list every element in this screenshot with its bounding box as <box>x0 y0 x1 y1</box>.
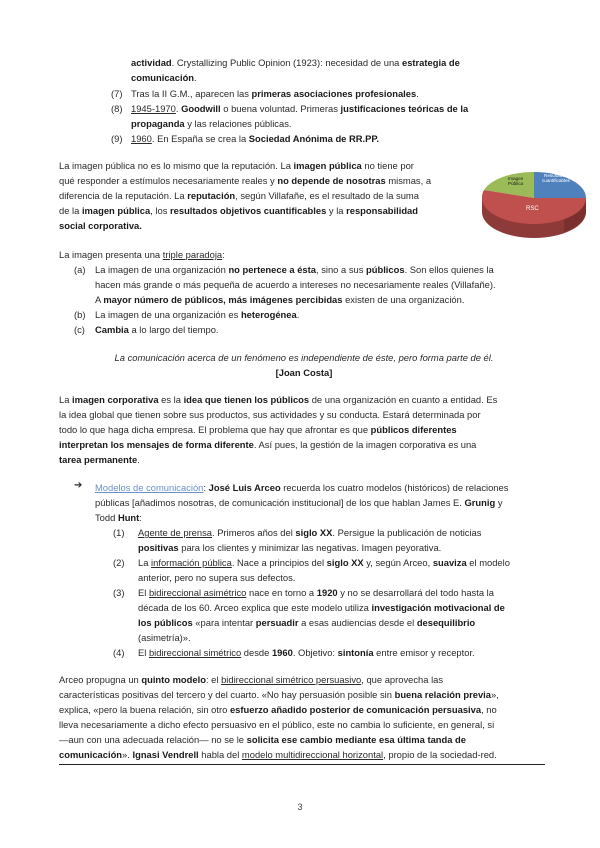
paragraph-line: qué responder a estímulos necesariamente reales y no depende de nosotras mismas, a <box>59 175 432 186</box>
modelo-1-cont: positivas para los clientes y minimizar las negativas. Imagen peyorativa. <box>138 542 442 553</box>
list-letter: (c) <box>74 324 85 335</box>
list-item: 1945-1970. Goodwill o buena voluntad. Primeras justificaciones teóricas de la <box>131 103 469 114</box>
list-number: (1) <box>113 527 125 538</box>
modelo-3-cont: (asimetría)». <box>138 632 191 643</box>
pie-label-imagen: Imagen <box>508 176 524 181</box>
paradoja-item-b: La imagen de una organización es heterogénea. <box>95 309 300 320</box>
paragraph-line: la idea global que tienen sobre sus productos, sus actividades y su conducta. Estará determinada por <box>59 409 481 420</box>
paragraph-line: La imagen corporativa es la idea que tienen los públicos de una organización en cuanto a entidad. Es <box>59 394 498 405</box>
paragraph-line: —aun con una adecuada relación— no se le solicita ese cambio mediante esa última tanda de <box>59 734 466 745</box>
list-number: (9) <box>111 133 123 144</box>
list-number: (4) <box>113 647 125 658</box>
section-divider <box>59 764 545 765</box>
list-item: 1960. En España se crea la Sociedad Anónima de RR.PP. <box>131 133 380 144</box>
modelo-2-cont: anterior, pero no supera sus defectos. <box>138 572 296 583</box>
paragraph-line: comunicación». Ignasi Vendrell habla del modelo multidireccional horizontal, propio de la sociedad-red. <box>59 749 497 760</box>
paragraph-line: explica, «pero la buena relación, sin otro esfuerzo añadido posterior de comunicación persuasiva, no <box>59 704 497 715</box>
quote-author: [Joan Costa] <box>275 367 333 378</box>
arrow-bullet-icon: ➔ <box>74 480 83 491</box>
modelo-2: La información pública. Nace a principios del siglo XX y, según Arceo, suaviza el modelo <box>138 557 510 568</box>
modelo-4: El bidireccional simétrico desde 1960. Objetivo: sintonía entre emisor y receptor. <box>138 647 475 658</box>
paradoja-intro: La imagen presenta una triple paradoja: <box>59 249 225 260</box>
list-number: (3) <box>113 587 125 598</box>
list-item: Tras la II G.M., aparecen las primeras asociaciones profesionales. <box>131 88 419 99</box>
list-letter: (a) <box>74 264 86 275</box>
list-line: comunicación. <box>131 72 197 83</box>
pie-label-imagen-2: Pública <box>508 181 524 186</box>
paragraph-line: tarea permanente. <box>59 454 140 465</box>
modelos-link[interactable]: Modelos de comunicación <box>95 482 204 493</box>
list-line: actividad. Crystallizing Public Opinion (1923): necesidad de una estrategia de <box>131 57 460 68</box>
paragraph-line: lleva necesariamente a dicho efecto persuasivo en el público, este no cambia lo suficiente, en general, si <box>59 719 495 730</box>
list-number: (7) <box>111 88 123 99</box>
paradoja-item-c: Cambia a lo largo del tiempo. <box>95 324 219 335</box>
list-item-cont: propaganda y las relaciones públicas. <box>131 118 292 129</box>
paragraph-line: características positivas del tercero y del cuarto. «No hay persuasión posible sin buena relación previa», <box>59 689 499 700</box>
pie-label-rsc: RSC <box>526 206 539 212</box>
paragraph-line: Arceo propugna un quinto modelo: el bidireccional simétrico persuasivo, que aprovecha las <box>59 674 444 685</box>
modelos-intro-cont: Todd Hunt: <box>95 512 142 523</box>
pie-label-resultados-2: cuantificables <box>542 178 570 183</box>
modelo-3-cont: década de los 60. Arceo explica que este modelo utiliza investigación motivacional de <box>138 602 505 613</box>
quote-text: La comunicación acerca de un fenómeno es independiente de éste, pero forma parte de él. <box>114 352 494 363</box>
pie-label-resultados: Resultados <box>544 173 567 178</box>
list-letter: (b) <box>74 309 86 320</box>
paradoja-item-a-cont: A mayor número de públicos, más imágenes percibidas existen de una organización. <box>95 294 465 305</box>
paragraph-line: diferencia de la reputación. La reputación, según Villafañe, es el resultado de la suma <box>59 190 419 201</box>
paragraph-line: todo lo que haga dicha empresa. El problema que hay que afrontar es que públicos diferentes <box>59 424 457 435</box>
page-number: 3 <box>297 802 303 812</box>
paradoja-item-a-cont: hacen más grande o más pequeña de acuerdo a intereses no necesariamente reales (Villafañe). <box>95 279 496 290</box>
paragraph-line: de la imagen pública, los resultados objetivos cuantificables y la responsabilidad <box>59 205 419 216</box>
paragraph-line: social corporativa. <box>59 220 142 231</box>
modelo-1: Agente de prensa. Primeros años del siglo XX. Persigue la publicación de noticias <box>138 527 482 538</box>
paradoja-item-a: La imagen de una organización no pertenece a ésta, sino a sus públicos. Son ellos quienes la <box>95 264 494 275</box>
paragraph-line: La imagen pública no es lo mismo que la reputación. La imagen pública no tiene por <box>59 160 414 171</box>
modelos-intro: Modelos de comunicación: José Luis Arceo recuerda los cuatro modelos (históricos) de relaciones <box>95 482 509 493</box>
modelo-3: El bidireccional asimétrico nace en torno a 1920 y no se desarrollará del todo hasta la <box>138 587 494 598</box>
list-number: (2) <box>113 557 125 568</box>
modelo-3-cont: los públicos «para intentar persuadir a esas audiencias desde el desequilibrio <box>138 617 476 628</box>
modelos-intro-cont: públicas [añadimos nosotras, de comunicación institucional] de los que hablan James E. Grunig y <box>95 497 503 508</box>
reputation-pie-chart <box>478 154 590 240</box>
paragraph-line: interpretan los mensajes de forma diferente. Así pues, la gestión de la imagen corporativa es una <box>59 439 477 450</box>
list-number: (8) <box>111 103 123 114</box>
